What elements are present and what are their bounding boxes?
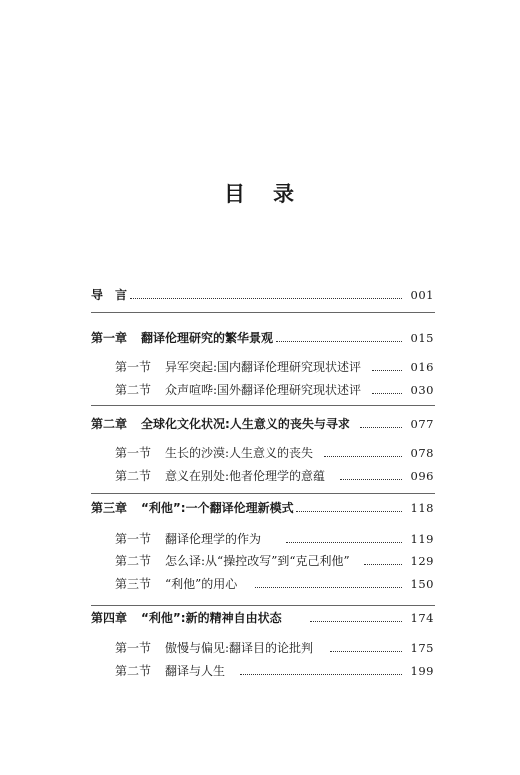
toc-entry-lead: [91, 609, 282, 627]
toc-entry-number: 第二节: [115, 664, 152, 678]
toc-entry-number: 第一节: [115, 360, 152, 374]
toc-entry-lead: [115, 467, 325, 485]
toc-page-number: 174: [410, 611, 434, 625]
toc-page-number: 199: [410, 664, 434, 678]
toc-entry-number: 第一章: [91, 331, 128, 345]
toc-entry-lead: [115, 662, 225, 680]
toc-entry-number: 第二节: [115, 383, 152, 397]
dot-leader: [130, 298, 402, 299]
dot-leader: [296, 511, 402, 512]
toc-entry-chapter[interactable]: [0, 499, 520, 517]
divider: [91, 312, 435, 313]
toc-entry-title: 全球化文化状况:人生意义的丧失与寻求: [141, 417, 350, 431]
toc-entry-section[interactable]: [0, 662, 520, 680]
toc-entry-number: 第一节: [115, 641, 152, 655]
toc-entry-chapter[interactable]: [0, 415, 520, 433]
toc-entry-lead: [115, 552, 350, 570]
dot-leader: [364, 564, 402, 565]
title-char-2: 录: [273, 182, 296, 206]
toc-entry-section[interactable]: [0, 358, 520, 376]
toc-entry-title: 翻译伦理研究的繁华景观: [141, 331, 274, 345]
dot-leader: [310, 621, 402, 622]
toc-entry-section[interactable]: [0, 467, 520, 485]
toc-entry-chapter[interactable]: [0, 609, 520, 627]
toc-page-number: 119: [410, 532, 434, 546]
toc-entry-number: 第二节: [115, 554, 152, 568]
toc-entry-lead: [115, 358, 361, 376]
toc-entry-title: 生长的沙漠:人生意义的丧失: [165, 446, 314, 460]
toc-entry-number: 第三节: [115, 577, 152, 591]
dot-leader: [372, 393, 402, 394]
toc-page-number: 150: [410, 577, 434, 591]
toc-page-number: 118: [410, 501, 434, 515]
toc-entry-lead: [115, 530, 261, 548]
toc-entry-section[interactable]: [0, 530, 520, 548]
toc-entry-number: 第三章: [91, 501, 128, 515]
toc-entry-lead: [91, 415, 350, 433]
toc-entry-number: 导 言: [91, 288, 128, 302]
dot-leader: [360, 427, 402, 428]
toc-entry-lead: [91, 329, 273, 347]
dot-leader: [372, 370, 402, 371]
toc-entry-title: 意义在别处:他者伦理学的意蕴: [165, 469, 326, 483]
dot-leader: [330, 651, 402, 652]
toc-entry-section[interactable]: [0, 381, 520, 399]
toc-page-number: 096: [410, 469, 434, 483]
toc-entry-lead: [91, 499, 294, 517]
toc-entry-number: 第二章: [91, 417, 128, 431]
divider: [91, 493, 435, 494]
dot-leader: [286, 542, 402, 543]
toc-entry-title: 怎么译:从“操控改写”到“克己利他”: [165, 554, 350, 568]
divider: [91, 405, 435, 406]
toc-entry-number: 第一节: [115, 532, 152, 546]
toc-entry-number: 第四章: [91, 611, 128, 625]
toc-page-number: 016: [410, 360, 434, 374]
dot-leader: [340, 479, 402, 480]
toc-entry-lead: [91, 286, 127, 304]
toc-page-number: 078: [410, 446, 434, 460]
toc-entry-title: “利他”:一个翻译伦理新模式: [141, 501, 294, 515]
toc-page-number: 015: [410, 331, 434, 345]
toc-entry-title: “利他”:新的精神自由状态: [141, 611, 282, 625]
title-char-1: 目: [224, 182, 247, 206]
toc-entry-lead: [115, 639, 313, 657]
toc-entry-title: 异军突起:国内翻译伦理研究现状述评: [165, 360, 362, 374]
toc-entry-chapter[interactable]: [0, 329, 520, 347]
toc-page-number: 030: [410, 383, 434, 397]
toc-page-number: 001: [410, 288, 434, 302]
page-title: [0, 178, 520, 208]
toc-entry-section[interactable]: [0, 444, 520, 462]
toc-entry-preface[interactable]: [0, 286, 520, 304]
toc-page-number: 175: [410, 641, 434, 655]
dot-leader: [276, 341, 402, 342]
dot-leader: [240, 674, 402, 675]
toc-page-number: 129: [410, 554, 434, 568]
toc-entry-title: 傲慢与偏见:翻译目的论批判: [165, 641, 314, 655]
toc-entry-lead: [115, 444, 313, 462]
toc-entry-lead: [115, 381, 361, 399]
toc-entry-section[interactable]: [0, 552, 520, 570]
toc-entry-title: 翻译伦理学的作为: [165, 532, 262, 546]
toc-entry-number: 第二节: [115, 469, 152, 483]
toc-entry-section[interactable]: [0, 639, 520, 657]
toc-entry-number: 第一节: [115, 446, 152, 460]
toc-entry-title: “利他”的用心: [165, 577, 238, 591]
toc-entry-section[interactable]: [0, 575, 520, 593]
dot-leader: [255, 587, 402, 588]
dot-leader: [324, 456, 402, 457]
toc-entry-title: 众声喧哗:国外翻译伦理研究现状述评: [165, 383, 362, 397]
toc-entry-title: 翻译与人生: [165, 664, 226, 678]
toc-entry-lead: [115, 575, 237, 593]
toc-page-number: 077: [410, 417, 434, 431]
divider: [91, 605, 435, 606]
